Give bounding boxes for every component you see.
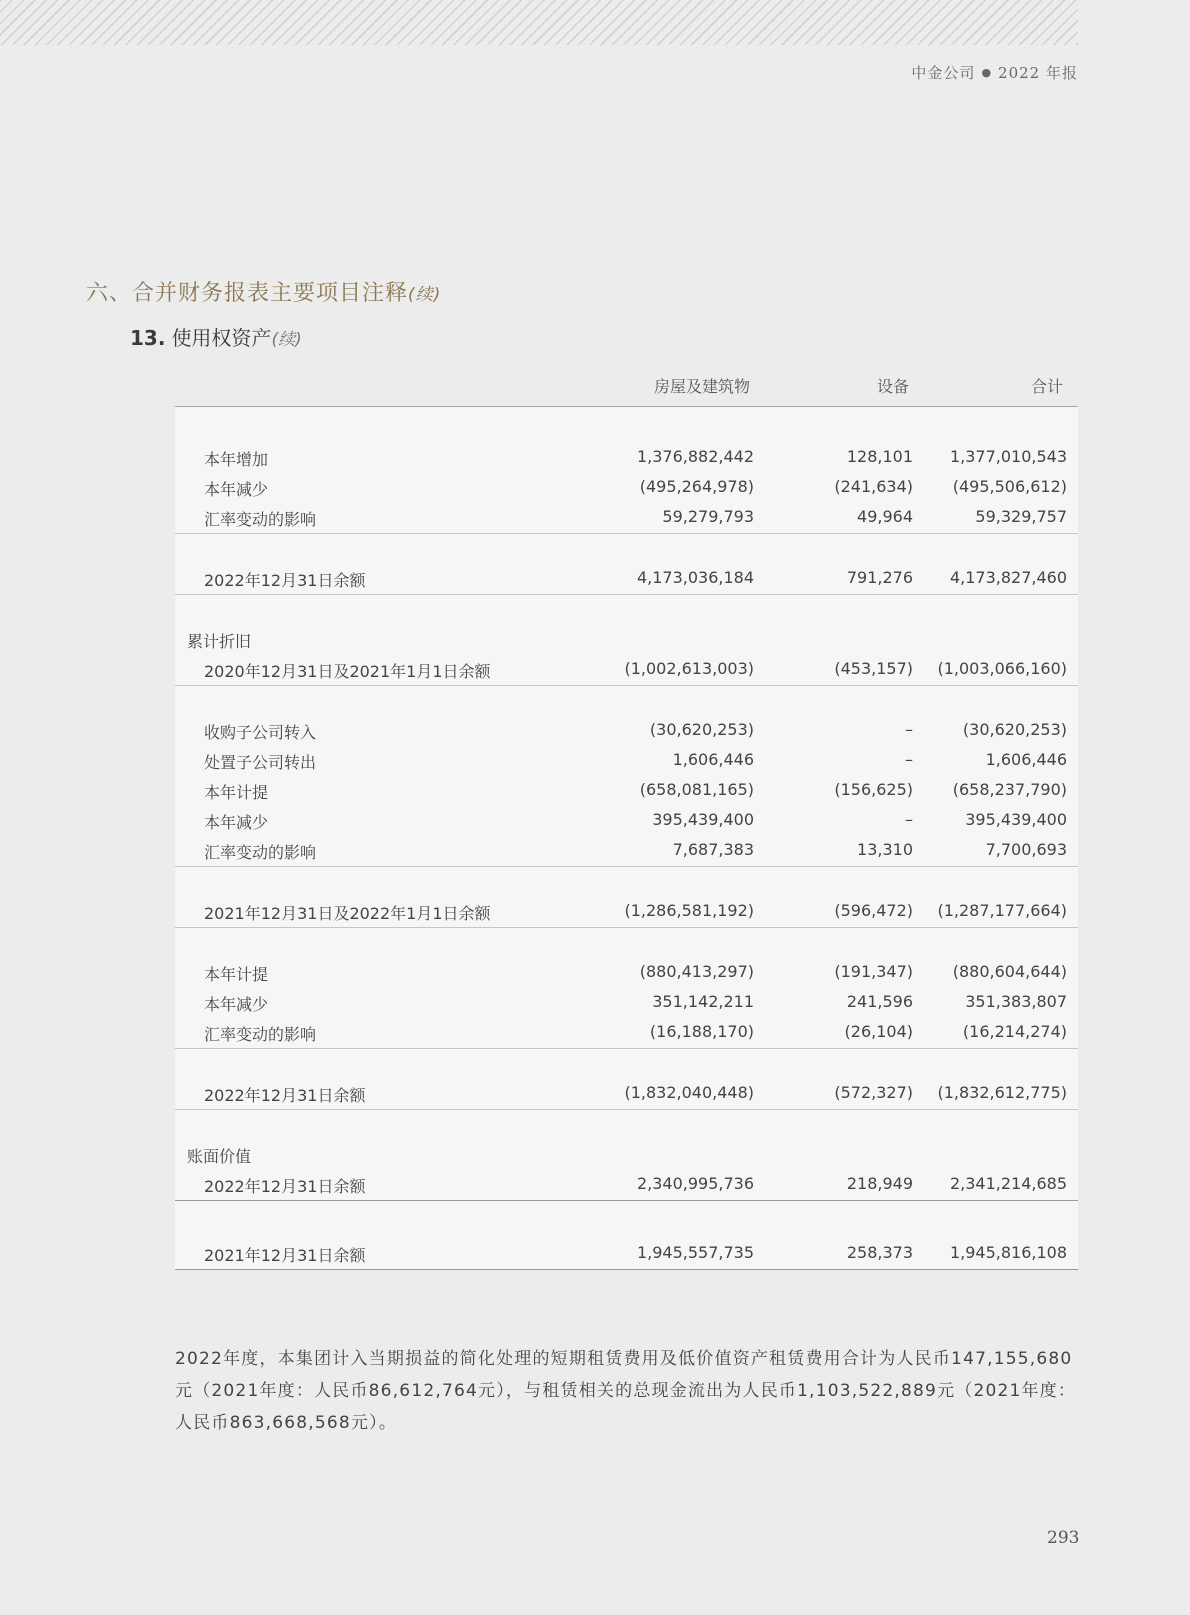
table-row: 汇率变动的影响 (16,188,170) (26,104) (16,214,274) bbox=[175, 1018, 1078, 1049]
running-header bbox=[911, 62, 1078, 83]
table-row: 汇率变动的影响 59,279,793 49,964 59,329,757 bbox=[175, 503, 1078, 534]
column-header-equipment: 设备 bbox=[876, 377, 909, 396]
right-of-use-assets-table bbox=[175, 372, 1078, 1270]
table-row: 2020年12月31日及2021年1月1日余额 (1,002,613,003) (453,157) (1,003,066,160) bbox=[175, 655, 1078, 686]
table-header bbox=[175, 372, 1078, 407]
table-row-subtotal: 2022年12月31日余额 4,173,036,184 791,276 4,173,827,460 bbox=[175, 564, 1078, 595]
section-title-text: 六、合并财务报表主要项目注释 bbox=[86, 281, 409, 306]
page-number: 293 bbox=[1047, 1528, 1080, 1548]
table-row: 收购子公司转入 (30,620,253) – (30,620,253) bbox=[204, 720, 1067, 742]
table-row: 本年减少 351,142,211 241,596 351,383,807 bbox=[204, 992, 1067, 1014]
subsection-title-text: 使用权资产 bbox=[171, 326, 272, 350]
table-body bbox=[175, 407, 1078, 1270]
table-row: 本年计提 (880,413,297) (191,347) (880,604,644) bbox=[204, 962, 1067, 984]
separator-dot-icon: ● bbox=[981, 66, 993, 79]
table-row: 本年减少 395,439,400 – 395,439,400 bbox=[204, 810, 1067, 832]
subsection-continued: (续) bbox=[271, 330, 302, 350]
footnote-paragraph: 2022年度，本集团计入当期损益的简化处理的短期租赁费用及低价值资产租赁费用合计为人民币147,155,680元（2021年度：人民币86,612,764元），与租赁相关的总现金流出为人民币1,103,522,889元（2021年度：人民币863,668,568元）。 bbox=[175, 1349, 1077, 1433]
subsection-number: 13. bbox=[130, 326, 166, 350]
subsection-title bbox=[130, 322, 302, 351]
table-row-subtotal: 2021年12月31日及2022年1月1日余额 (1,286,581,192) (596,472) (1,287,177,664) bbox=[175, 897, 1078, 928]
table-row: 2022年12月31日余额 2,340,995,736 218,949 2,341,214,685 bbox=[175, 1170, 1078, 1201]
table-category-row: 累计折旧 bbox=[187, 632, 252, 651]
table-row: 本年增加 1,376,882,442 128,101 1,377,010,543 bbox=[204, 447, 1067, 469]
table-row: 2021年12月31日余额 1,945,557,735 258,373 1,945,816,108 bbox=[175, 1239, 1078, 1270]
report-name: 2022 年报 bbox=[998, 64, 1078, 82]
section-continued: (续) bbox=[408, 285, 442, 305]
column-header-buildings: 房屋及建筑物 bbox=[653, 377, 750, 396]
table-row: 处置子公司转出 1,606,446 – 1,606,446 bbox=[204, 750, 1067, 772]
table-row-subtotal: 2022年12月31日余额 (1,832,040,448) (572,327) (1,832,612,775) bbox=[175, 1079, 1078, 1110]
table-row: 本年减少 (495,264,978) (241,634) (495,506,612) bbox=[204, 477, 1067, 499]
table-row: 汇率变动的影响 7,687,383 13,310 7,700,693 bbox=[175, 836, 1078, 867]
column-header-total: 合计 bbox=[1030, 377, 1063, 396]
table-row: 本年计提 (658,081,165) (156,625) (658,237,790) bbox=[204, 780, 1067, 802]
company-name: 中金公司 bbox=[911, 64, 976, 82]
table-category-row: 账面价值 bbox=[187, 1147, 252, 1166]
section-title bbox=[86, 276, 441, 307]
header-hatch-band bbox=[0, 0, 1078, 45]
